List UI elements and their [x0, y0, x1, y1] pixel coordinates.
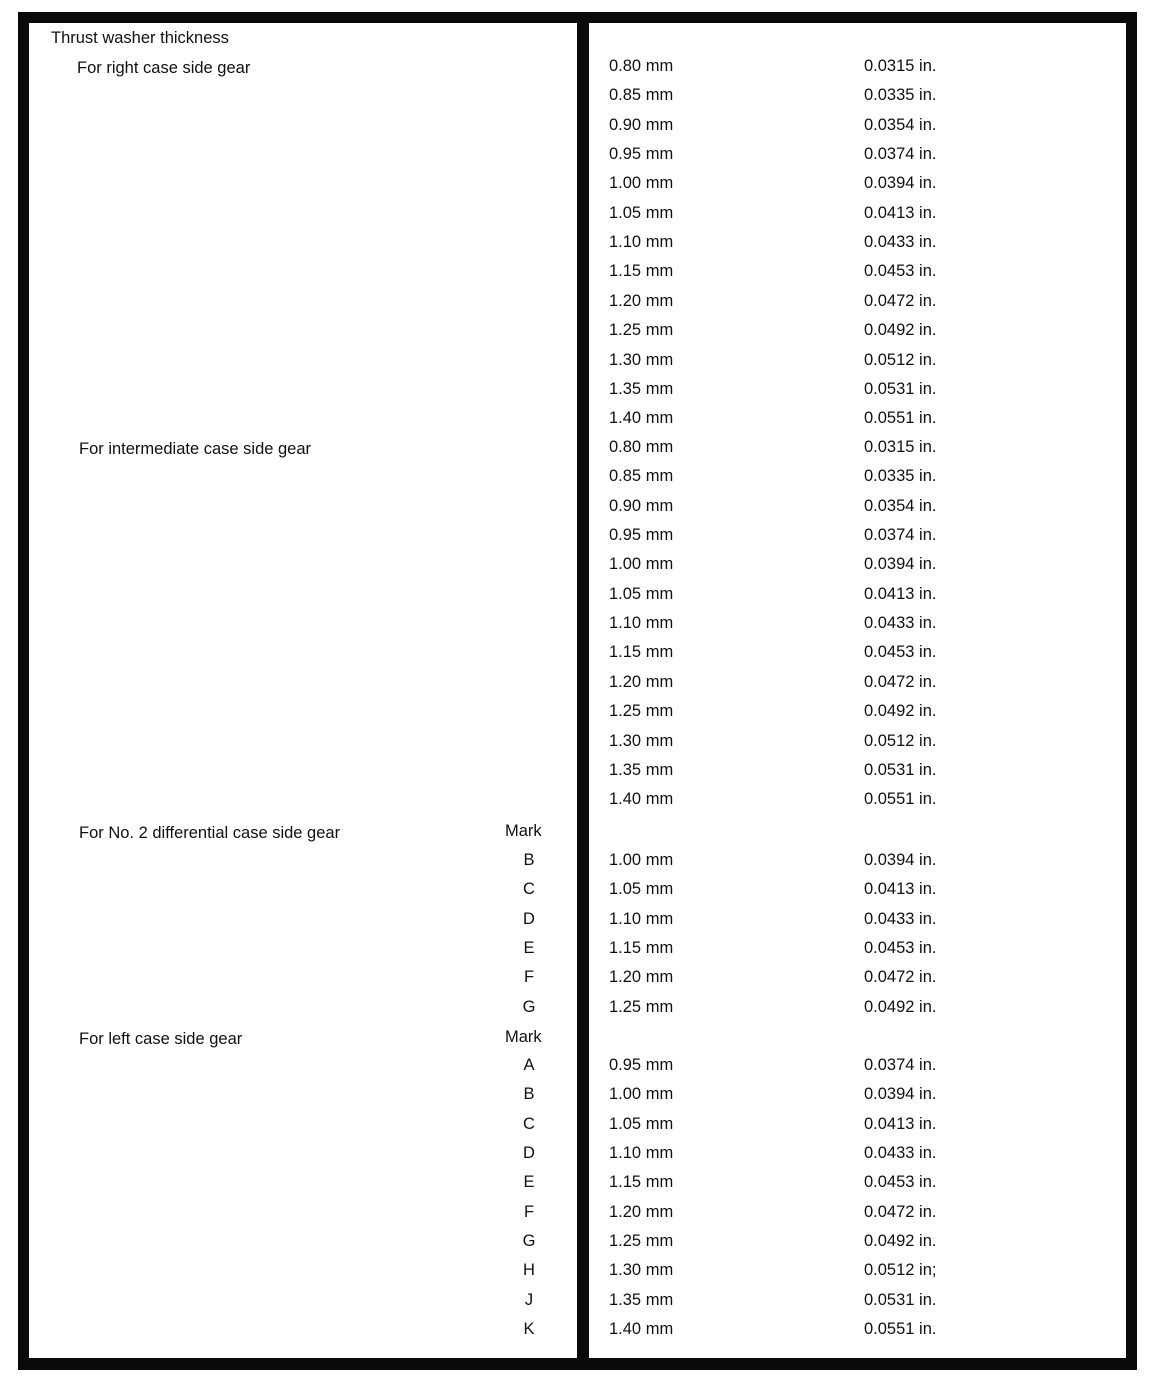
- thickness-in: 0.0433 in.: [864, 910, 937, 928]
- thickness-mm: 1.20 mm: [609, 292, 674, 310]
- thickness-in: 0.0472 in.: [864, 292, 937, 310]
- thickness-mm: 1.30 mm: [609, 732, 674, 750]
- thickness-mm: 1.35 mm: [609, 380, 674, 398]
- thickness-in: 0.0453 in.: [864, 939, 937, 957]
- thickness-mm: 1.00 mm: [609, 1085, 674, 1103]
- group-label-left-case: For left case side gear: [79, 1030, 243, 1048]
- thickness-mm: 1.40 mm: [609, 409, 674, 427]
- thickness-in: 0.0394 in.: [864, 555, 937, 573]
- thickness-in: 0.0413 in.: [864, 585, 937, 603]
- thickness-in: 0.0472 in.: [864, 1203, 937, 1221]
- thickness-in: 0.0433 in.: [864, 233, 937, 251]
- thickness-mm: 0.95 mm: [609, 526, 674, 544]
- thickness-in: 0.0531 in.: [864, 761, 937, 779]
- mark-letter: B: [523, 851, 535, 869]
- mark-letter: E: [523, 939, 535, 957]
- thickness-mm: 0.95 mm: [609, 145, 674, 163]
- column-divider: [577, 12, 589, 1370]
- mark-letter: J: [524, 1291, 534, 1309]
- thickness-in: 0.0433 in.: [864, 1144, 937, 1162]
- thickness-mm: 1.15 mm: [609, 1173, 674, 1191]
- mark-letter: H: [523, 1261, 535, 1279]
- mark-letter: A: [523, 1056, 535, 1074]
- thickness-mm: 1.00 mm: [609, 555, 674, 573]
- thickness-mm: 1.20 mm: [609, 1203, 674, 1221]
- thickness-in: 0.0354 in.: [864, 116, 937, 134]
- thickness-in: 0.0492 in.: [864, 1232, 937, 1250]
- thickness-in: 0.0551 in.: [864, 790, 937, 808]
- thickness-in: 0.0413 in.: [864, 880, 937, 898]
- thickness-mm: 1.25 mm: [609, 1232, 674, 1250]
- thickness-in: 0.0394 in.: [864, 851, 937, 869]
- thickness-mm: 1.20 mm: [609, 673, 674, 691]
- group-label-no2-differential: For No. 2 differential case side gear: [79, 824, 341, 842]
- thickness-mm: 0.80 mm: [609, 438, 674, 456]
- thickness-in: 0.0374 in.: [864, 526, 937, 544]
- thickness-mm: 1.05 mm: [609, 585, 674, 603]
- table-title: Thrust washer thickness: [51, 29, 229, 47]
- thickness-mm: 1.15 mm: [609, 643, 674, 661]
- thickness-mm: 0.80 mm: [609, 57, 674, 75]
- thickness-mm: 0.90 mm: [609, 116, 674, 134]
- thickness-in: 0.0453 in.: [864, 262, 937, 280]
- thickness-mm: 1.05 mm: [609, 204, 674, 222]
- thickness-mm: 1.25 mm: [609, 321, 674, 339]
- thickness-mm: 1.25 mm: [609, 998, 674, 1016]
- thickness-in: 0.0374 in.: [864, 1056, 937, 1074]
- thickness-in: 0.0394 in.: [864, 1085, 937, 1103]
- thickness-in: 0.0315 in.: [864, 438, 937, 456]
- thickness-in: 0.0472 in.: [864, 968, 937, 986]
- thickness-in: 0.0492 in.: [864, 321, 937, 339]
- mark-letter: G: [522, 1232, 536, 1250]
- thickness-mm: 1.40 mm: [609, 790, 674, 808]
- mark-letter: G: [522, 998, 536, 1016]
- thickness-in: 0.0394 in.: [864, 174, 937, 192]
- thickness-in: 0.0354 in.: [864, 497, 937, 515]
- thickness-mm: 1.10 mm: [609, 1144, 674, 1162]
- thickness-in: 0.0492 in.: [864, 702, 937, 720]
- mark-column-label: Mark: [505, 1028, 542, 1046]
- mark-letter: C: [523, 1115, 535, 1133]
- thickness-mm: 0.95 mm: [609, 1056, 674, 1074]
- thickness-mm: 1.30 mm: [609, 351, 674, 369]
- thickness-in: 0.0433 in.: [864, 614, 937, 632]
- thickness-in: 0.0551 in.: [864, 1320, 937, 1338]
- mark-letter: C: [523, 880, 535, 898]
- thickness-in: 0.0453 in.: [864, 1173, 937, 1191]
- mark-letter: D: [523, 1144, 535, 1162]
- thickness-mm: 1.30 mm: [609, 1261, 674, 1279]
- thickness-in: 0.0413 in.: [864, 204, 937, 222]
- thickness-mm: 1.40 mm: [609, 1320, 674, 1338]
- thickness-mm: 1.15 mm: [609, 262, 674, 280]
- thickness-mm: 1.25 mm: [609, 702, 674, 720]
- thickness-in: 0.0531 in.: [864, 380, 937, 398]
- thickness-mm: 0.85 mm: [609, 86, 674, 104]
- thickness-in: 0.0335 in.: [864, 467, 937, 485]
- mark-letter: B: [523, 1085, 535, 1103]
- thickness-mm: 1.10 mm: [609, 910, 674, 928]
- thickness-mm: 1.10 mm: [609, 233, 674, 251]
- thickness-mm: 1.05 mm: [609, 1115, 674, 1133]
- thickness-in: 0.0512 in.: [864, 351, 937, 369]
- thickness-in: 0.0492 in.: [864, 998, 937, 1016]
- mark-letter: K: [523, 1320, 535, 1338]
- group-label-right-case: For right case side gear: [77, 59, 251, 77]
- mark-letter: D: [523, 910, 535, 928]
- mark-letter: E: [523, 1173, 535, 1191]
- thickness-mm: 1.00 mm: [609, 174, 674, 192]
- thickness-in: 0.0512 in;: [864, 1261, 937, 1279]
- thickness-in: 0.0335 in.: [864, 86, 937, 104]
- thickness-in: 0.0413 in.: [864, 1115, 937, 1133]
- group-label-intermediate-case: For intermediate case side gear: [79, 440, 312, 458]
- thickness-mm: 1.20 mm: [609, 968, 674, 986]
- thickness-mm: 1.15 mm: [609, 939, 674, 957]
- thickness-mm: 1.35 mm: [609, 1291, 674, 1309]
- mark-letter: F: [523, 1203, 535, 1221]
- thickness-in: 0.0374 in.: [864, 145, 937, 163]
- thickness-in: 0.0531 in.: [864, 1291, 937, 1309]
- thickness-mm: 1.00 mm: [609, 851, 674, 869]
- thickness-in: 0.0472 in.: [864, 673, 937, 691]
- mark-letter: F: [523, 968, 535, 986]
- thickness-mm: 1.05 mm: [609, 880, 674, 898]
- thickness-mm: 0.85 mm: [609, 467, 674, 485]
- thickness-mm: 0.90 mm: [609, 497, 674, 515]
- thickness-mm: 1.35 mm: [609, 761, 674, 779]
- mark-column-label: Mark: [505, 822, 542, 840]
- thickness-mm: 1.10 mm: [609, 614, 674, 632]
- thickness-in: 0.0512 in.: [864, 732, 937, 750]
- thickness-in: 0.0453 in.: [864, 643, 937, 661]
- thickness-in: 0.0551 in.: [864, 409, 937, 427]
- thickness-in: 0.0315 in.: [864, 57, 937, 75]
